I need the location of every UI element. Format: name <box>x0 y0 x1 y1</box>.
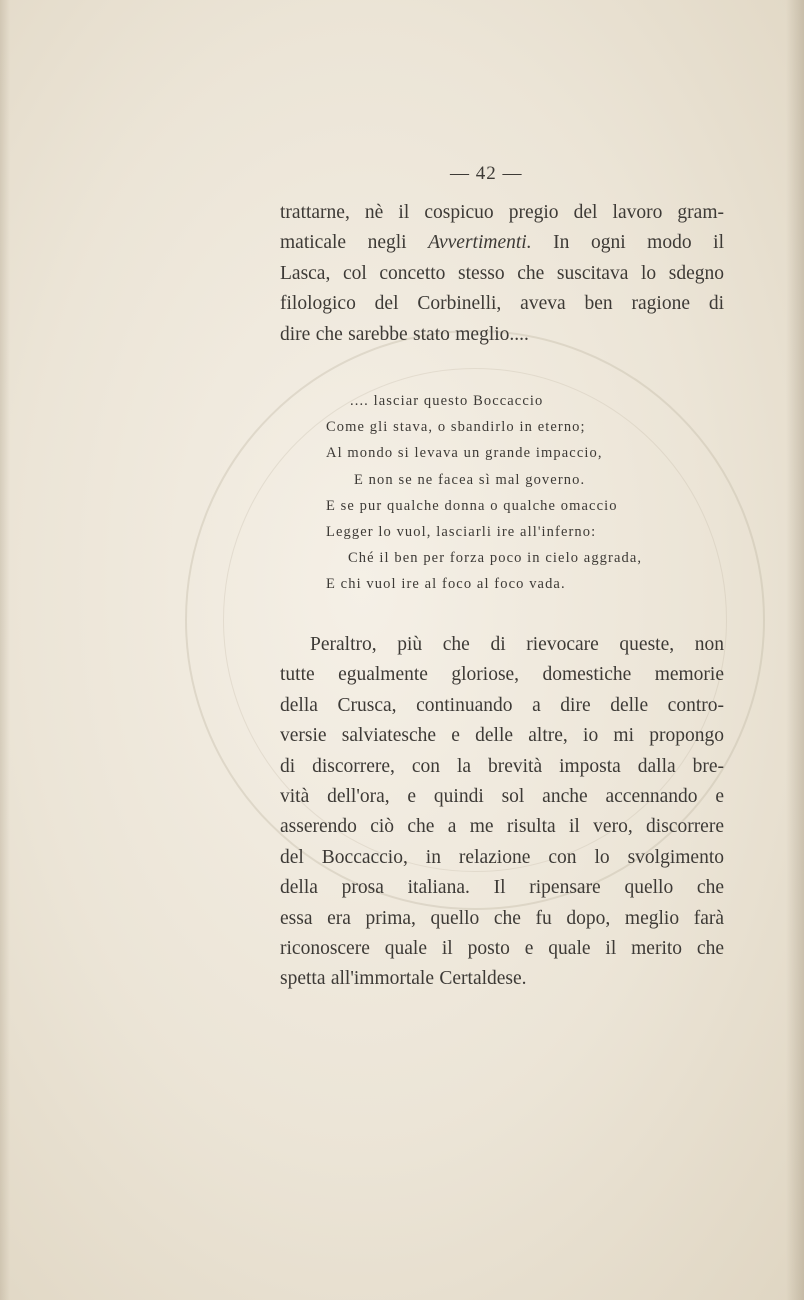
text-line: del Boccaccio, in relazione con lo svolgimento <box>280 846 724 868</box>
text-line: versie salviatesche e delle altre, io mi propongo <box>280 725 724 747</box>
verse-quotation <box>326 388 706 598</box>
text-line: filologico del Corbinelli, aveva ben ragione di <box>280 293 724 315</box>
paragraph-intro <box>280 198 724 350</box>
text-line: vità dell'ora, e quindi sol anche accennando e <box>280 786 724 808</box>
page-edge-left <box>0 0 10 1300</box>
text-line: Lasca, col concetto stesso che suscitava lo sdegno <box>280 262 724 284</box>
text-line: di discorrere, con la brevità imposta dalla bre- <box>280 755 724 777</box>
page-edge-right <box>786 0 804 1300</box>
text-line: della prosa italiana. Il ripensare quello che <box>280 877 724 899</box>
text-line <box>280 228 724 258</box>
verse-line: .... lasciar questo Boccaccio <box>350 393 544 409</box>
text-fragment: maticale negli <box>280 232 429 254</box>
text-line: trattarne, nè il cospicuo pregio del lavoro gram- <box>280 202 724 223</box>
text-line: riconoscere quale il posto e quale il merito che <box>280 938 724 960</box>
verse-line: E chi vuol ire al foco al foco vada. <box>326 576 566 593</box>
paragraph-main <box>280 630 724 995</box>
text-line: dire che sarebbe stato meglio.... <box>280 323 529 345</box>
text-line: spetta all'immortale Certaldese. <box>280 968 527 990</box>
text-line: Peraltro, più che di rievocare queste, non <box>310 634 724 655</box>
text-line: essa era prima, quello che fu dopo, meglio farà <box>280 907 724 929</box>
verse-line: Come gli stava, o sbandirlo in eterno; <box>326 419 586 436</box>
text-fragment: In ogni modo il <box>531 232 724 254</box>
page-number: — 42 — <box>450 163 523 184</box>
verse-line: E se pur qualche donna o qualche omaccio <box>326 497 618 514</box>
text-line: asserendo ciò che a me risulta il vero, discorrere <box>280 816 724 838</box>
verse-line: Legger lo vuol, lasciarli ire all'inferno: <box>326 524 597 541</box>
text-line: della Crusca, continuando a dire delle contro- <box>280 694 724 716</box>
verse-line: Ché il ben per forza poco in cielo aggrada, <box>348 550 643 567</box>
verse-line: Al mondo si levava un grande impaccio, <box>326 445 603 462</box>
book-title: Avvertimenti. <box>428 232 532 254</box>
text-line: tutte egualmente gloriose, domestiche memorie <box>280 664 724 686</box>
verse-line: E non se ne facea sì mal governo. <box>354 471 586 488</box>
